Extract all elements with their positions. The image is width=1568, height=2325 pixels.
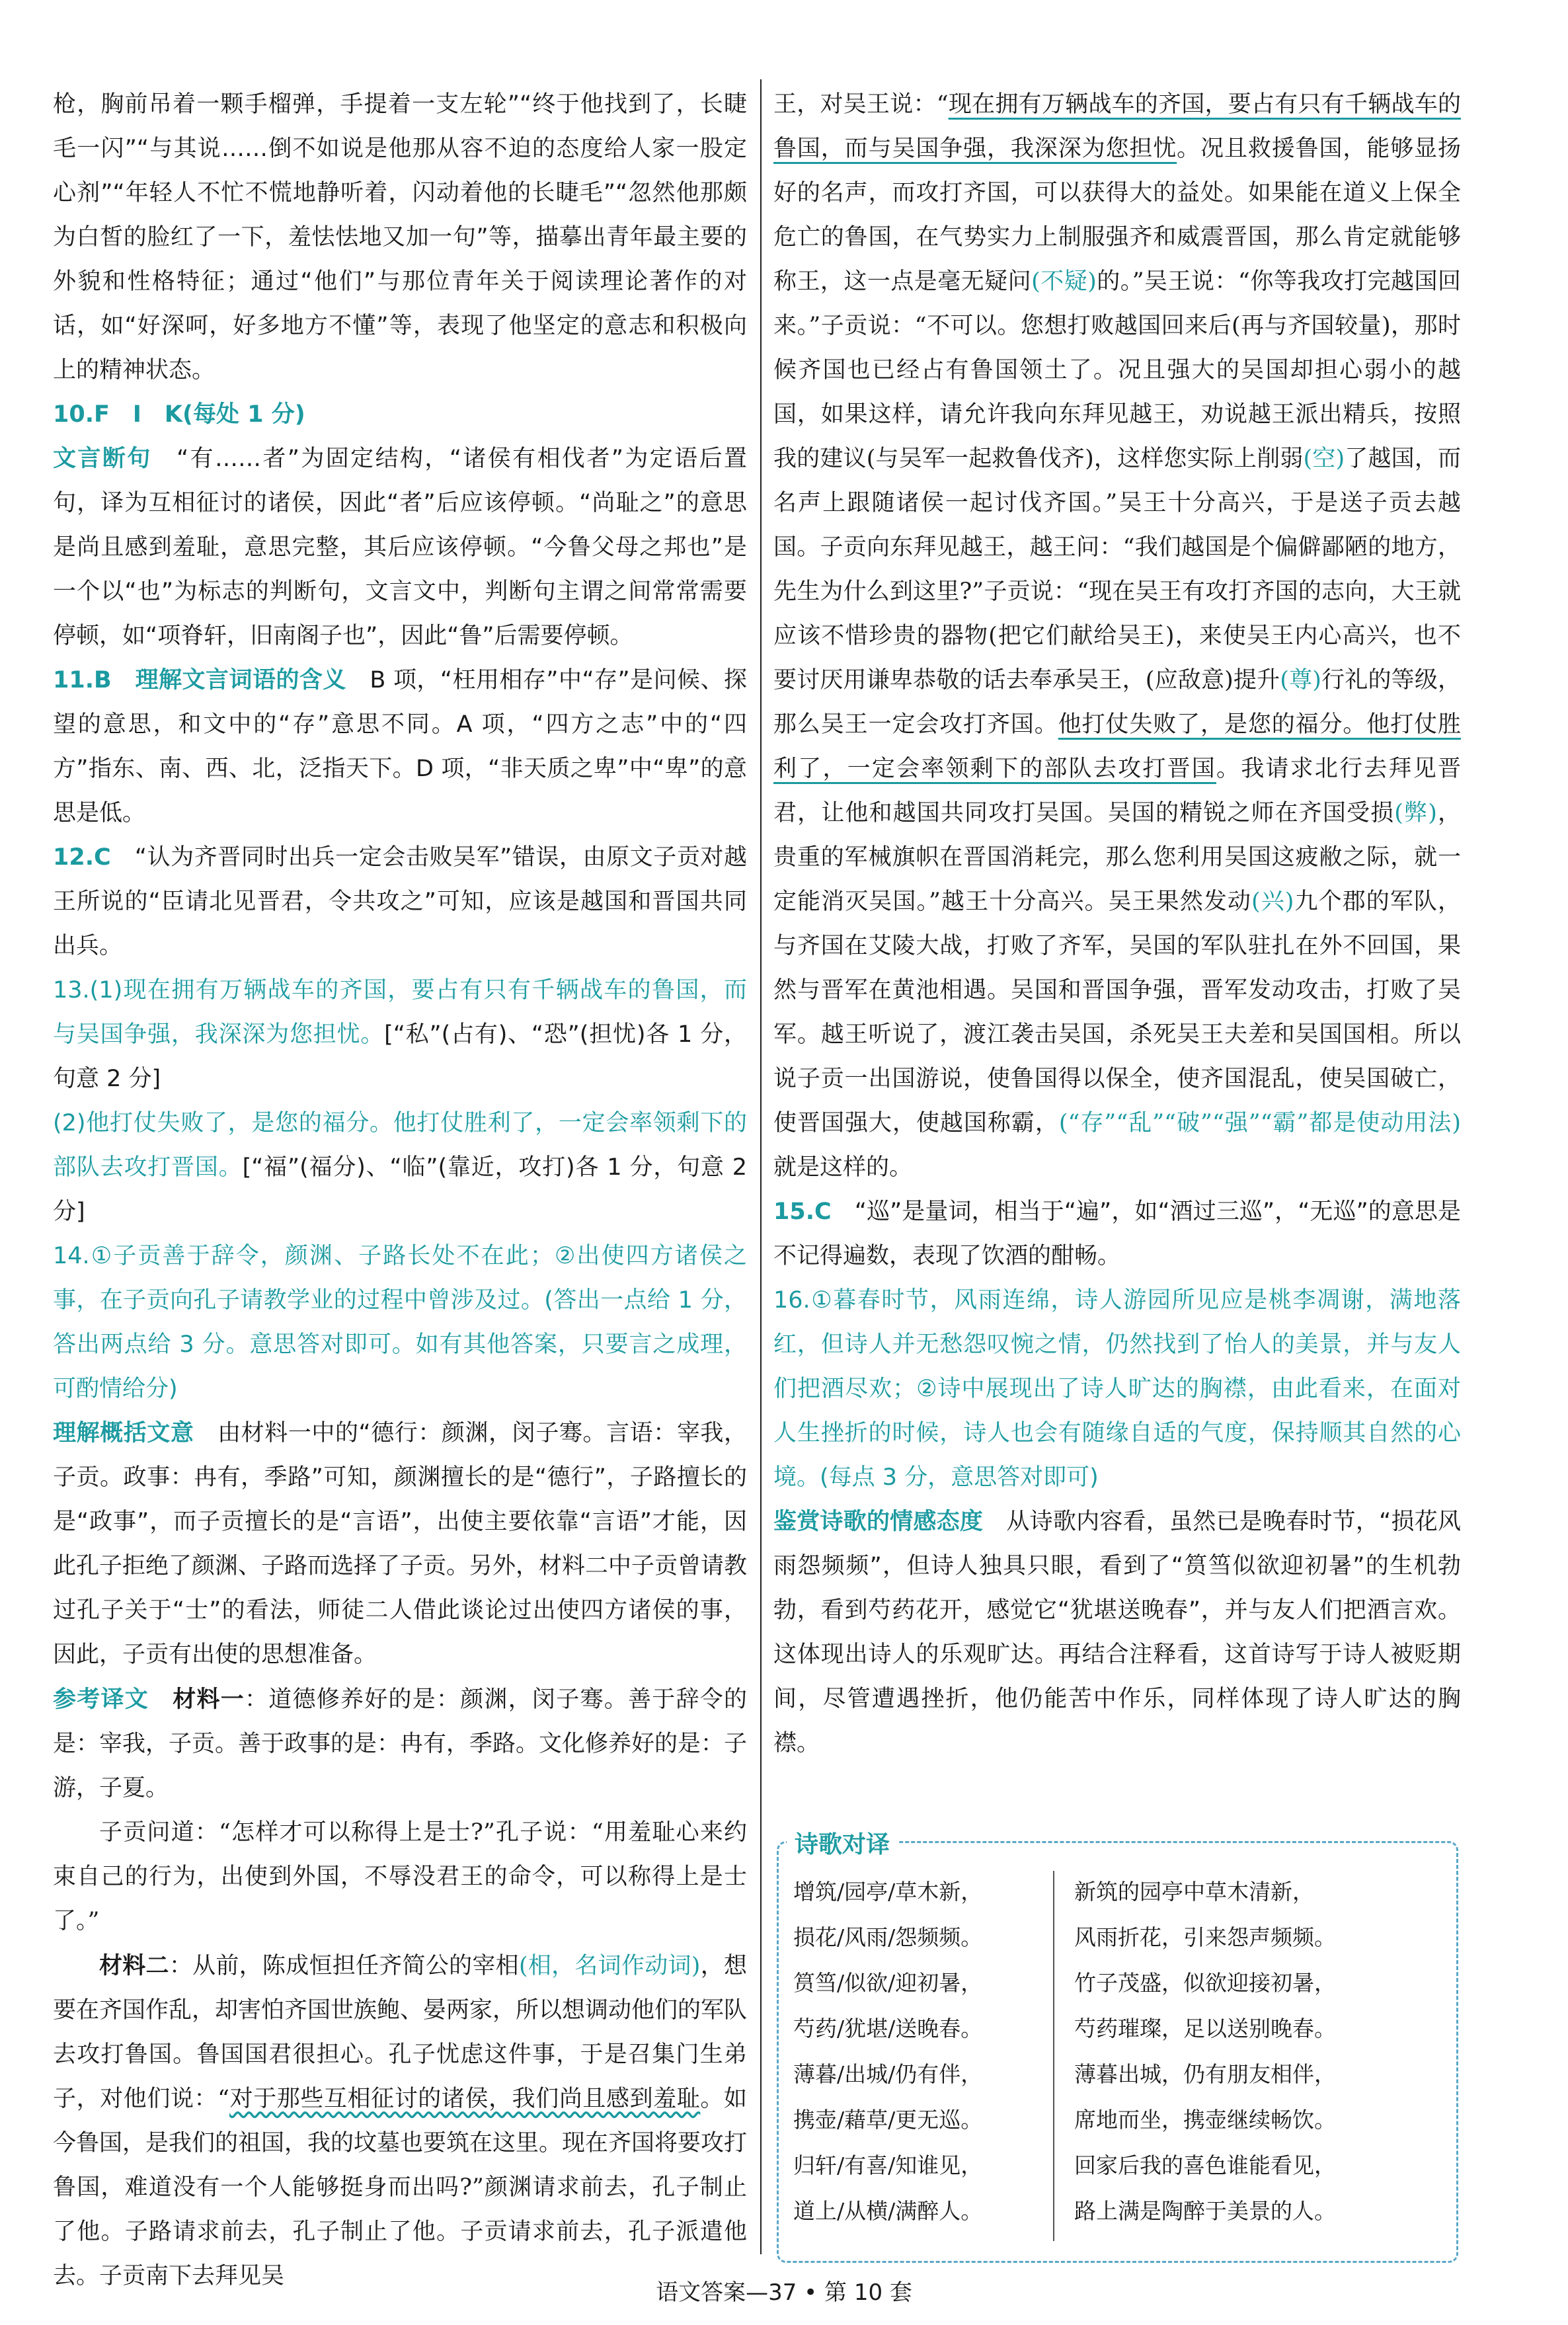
- section-label: 文言断句: [53, 446, 152, 472]
- material-label: 材料二: [99, 1952, 169, 1979]
- poem-original-line: 损花/风雨/怨频频。: [793, 1924, 983, 1950]
- text: ：道德修养好的是：颜渊，闵子骞。善于辞令的是：宰我，子贡。善于政事的是：冉有，季路。文化修养好的是：子游，子夏。: [53, 1686, 748, 1801]
- text: 。况且救援鲁国，能够显扬好的名声，而攻打齐国，可以获得大的益处。如果能在道义上保全危亡的鲁国，在气势实力上制服强齐和威震晋国，那么肯定就能够称王，这一点是毫无疑问: [773, 136, 1461, 295]
- right-column: [773, 83, 1461, 1766]
- poem-column-divider: [1053, 1871, 1054, 2241]
- q11-answer: [53, 658, 747, 836]
- text: 就是这样的。: [773, 1154, 913, 1181]
- poem-original-line: 薄暮/出城/仍有伴，: [793, 2061, 983, 2087]
- q13-part2: [53, 1101, 747, 1234]
- text: 从诗歌内容看，虽然已是晚春时节，“损花风雨怨频频”，但诗人独具只眼，看到了“筼筜似欲迎初暑”的生机勃勃，看到芍药花开，感觉它“犹堪送晚春”，并与友人们把酒言欢。这体现出诗人的乐观旷达。再结合注释看，这首诗写于诗人被贬期间，尽管遭遇挫折，他仍能苦中作乐，同样体现了诗人旷达的胸襟。: [773, 1509, 1461, 1756]
- highlighted-sentence: 对于那些互相征讨的诸侯，我们尚且感到羞耻: [229, 2086, 701, 2112]
- annotation: (兴): [1251, 888, 1294, 915]
- text: 的。”吴王说：“你等我攻打完越国回来。”子贡说：“不可以。您想打败越国回来后(再与齐国较量)，那时候齐国也已经占有鲁国领土了。况且强大的吴国却担心弱小的越国，如果这样，请允许我向东拜见越王，劝说越王派出精兵，按照我的建议(与吴军一起救鲁伐齐)，这样您实际上削弱: [773, 268, 1461, 472]
- question-label: 15.C: [773, 1199, 832, 1225]
- translation-continued: [773, 83, 1461, 1190]
- text: 。如今鲁国，是我们的祖国，我的坟墓也要筑在这里。现在齐国将要攻打鲁国，难道没有一个人能够挺身而出吗?”颜渊请求前去，孔子制止了他。子路请求前去，孔子制止了他。子贡请求前去，孔子派遣他去。子贡南下去拜见吴: [53, 2086, 748, 2289]
- text: 行礼的等级，那么吴王一定会攻打齐国。: [773, 667, 1461, 738]
- text: “认为齐晋同时出兵一定会击败吴军”错误，由原文子贡对越王所说的“臣请北见晋君，令共攻之”可知，应该是越国和晋国共同出兵。: [53, 844, 747, 959]
- question-label: 12.C: [53, 844, 111, 871]
- text: 了越国，而名声上跟随诸侯一起讨伐齐国。”吴王十分高兴，于是送子贡去越国。子贡向东拜见越王，越王问：“我们越国是个偏僻鄙陋的地方，先生为什么到这里?”子贡说：“现在吴王有攻打齐国的志向，大王就应该不惜珍贵的器物(把它们献给吴王)，来使吴王内心高兴，也不要讨厌用谦卑恭敬的话去奉承吴王，(应敌意)提升: [773, 446, 1461, 693]
- poem-original-line: 筼筜/似欲/迎初暑，: [793, 1970, 983, 1996]
- highlighted-sentence: 现在拥有万辆战车的齐国，要占有只有千辆战车的鲁国，而与吴国争强，我深深为您担忧: [773, 91, 1461, 162]
- q16-answer: 16.①暮春时节，风雨连绵，诗人游园所见应是桃李凋谢，满地落红，但诗人并无愁怨叹惋之情，仍然找到了怡人的美景，并与友人们把酒尽欢；②诗中展现出了诗人旷达的胸襟，由此看来，在面对人生挫折的时候，诗人也会有随缘自适的气度，保持顺其自然的心境。(每点 3 分，意思答对即可): [773, 1287, 1461, 1491]
- annotation: (相，名词作动词): [518, 1953, 701, 1979]
- sentence-break-analysis: [53, 437, 747, 658]
- scoring-note: [“福”(福分)、“临”(靠近，攻打)各 1 分，句意 2 分]: [53, 1154, 747, 1225]
- poem-translation-line: 芍药璀璨，足以送别晚春。: [1074, 2016, 1336, 2041]
- annotation: (“存”“乱”“破”“强”“霸”都是使动用法): [1058, 1110, 1461, 1136]
- text: “巡”是量词，相当于“遍”，如“酒过三巡”，“无巡”的意思是不记得遍数，表现了饮酒的酣畅。: [773, 1199, 1461, 1269]
- text: ，想要在齐国作乱，却害怕齐国世族鲍、晏两家，所以想调动他们的军队去攻打鲁国。鲁国国君很担心。孔子忧虑这件事，于是召集门生弟子，对他们说：“: [53, 1953, 748, 2112]
- annotation: (弊): [1394, 800, 1437, 826]
- highlighted-sentence: 他打仗失败了，是您的福分。他打仗胜利了，一定会率领剩下的部队去攻打晋国: [773, 711, 1461, 782]
- text: B 项，“枉用相存”中“存”是问候、探望的意思，和文中的“存”意思不同。A 项，“四方之志”中的“四方”指东、南、西、北，泛指天下。D 项，“非天质之卑”中“卑”的意思是低。: [53, 667, 747, 826]
- poem-translation-line: 回家后我的喜色谁能看见，: [1074, 2152, 1336, 2178]
- q10-answer: 10.F I K(每处 1 分): [53, 401, 305, 428]
- poem-translation-line: 新筑的园亭中草木清新，: [1074, 1879, 1314, 1905]
- section-label: 参考译文: [53, 1686, 149, 1713]
- text: 王，对吴王说：“: [773, 91, 949, 118]
- q15-answer: [773, 1190, 1461, 1279]
- text: “有……者”为固定结构，“诸侯有相伐者”为定语后置句，译为互相征讨的诸侯，因此“者”后应该停顿。“尚耻之”的意思是尚且感到羞耻，意思完整，其后应该停顿。“今鲁父母之邦也”是一个以“也”为标志的判断句，文言文中，判断句主谓之间常常需要停顿，如“项脊轩，旧南阁子也”，因此“鲁”后需要停顿。: [53, 446, 747, 649]
- poem-original-line: 道上/从横/满醉人。: [793, 2198, 983, 2224]
- analysis-paragraph: 枪，胸前吊着一颗手榴弹，手提着一支左轮”“终于他找到了，长睫毛一闪”“与其说……倒不如说是他那从容不迫的态度给人家一股定心剂”“年轻人不忙不慌地静听着，闪动着他的长睫毛”“忽然他那颇为白皙的脸红了一下，羞怯怯地又加一句”等，描摹出青年最主要的外貌和性格特征；通过“他们”与那位青年关于阅读理论著作的对话，如“好深呵，好多地方不懂”等，表现了他坚定的意志和积极向上的精神状态。: [53, 91, 747, 383]
- section-label: 鉴赏诗歌的情感态度: [773, 1509, 984, 1535]
- translation-paragraph: 子贡问道：“怎样才可以称得上是士?”孔子说：“用羞耻心来约束自己的行为，出使到外国，不辱没君王的命令，可以称得上是士了。”: [53, 1819, 747, 1934]
- page-footer: 语文答案—37 • 第 10 套: [656, 2279, 912, 2306]
- poem-original-line: 归轩/有喜/知谁见，: [793, 2152, 983, 2178]
- text: (2)他打仗失败了，是您的福分。他打仗胜利了，一定会率领剩下的部队去攻打晋国。: [53, 1110, 747, 1181]
- annotation: (尊): [1280, 667, 1321, 693]
- poem-translation-line: 风雨折花，引来怨声频频。: [1074, 1924, 1336, 1950]
- translation-material-1: [53, 1677, 747, 1811]
- poem-original-line: 芍药/犹堪/送晚春。: [793, 2016, 983, 2041]
- annotation: (空): [1303, 446, 1345, 472]
- text: 由材料一中的“德行：颜渊，闵子骞。言语：宰我，子贡。政事：冉有，季路”可知，颜渊擅长的是“德行”，子路擅长的是“政事”，而子贡擅长的是“言语”，出使主要依靠“言语”才能，因此孔子拒绝了颜渊、子路而选择了子贡。另外，材料二中子贡曾请教过孔子关于“士”的看法，师徒二人借此谈论过出使四方诸侯的事，因此，子贡有出使的思想准备。: [53, 1420, 748, 1668]
- text: 。我请求北行去拜见晋君，让他和越国共同攻打吴国。吴国的精锐之师在齐国受损: [773, 756, 1461, 826]
- comprehension-analysis: [53, 1411, 747, 1677]
- poem-translation-line: 席地而坐，携壶继续畅饮。: [1074, 2107, 1336, 2133]
- poem-translation-line: 路上满是陶醉于美景的人。: [1074, 2198, 1336, 2224]
- poem-box-title: 诗歌对译: [787, 1826, 898, 1860]
- poem-translation-line: 竹子茂盛，似欲迎接初暑，: [1074, 1970, 1336, 1996]
- column-divider: [760, 79, 762, 2254]
- poem-original-line: 携壶/藉草/更无巡。: [793, 2107, 983, 2133]
- q14-answer: 14.①子贡善于辞令，颜渊、子路长处不在此；②出使四方诸侯之事，在子贡向孔子请教学业的过程中曾涉及过。(答出一点给 1 分，答出两点给 3 分。意思答对即可。如有其他答案，只要言之成理，可酌情给分): [53, 1243, 747, 1402]
- left-column: [53, 83, 747, 2299]
- annotation: (不疑): [1031, 268, 1097, 295]
- poem-original-line: 增筑/园亭/草木新，: [793, 1879, 983, 1905]
- question-label: 11.B 理解文言词语的含义: [53, 667, 346, 693]
- q13-part1: [53, 968, 747, 1101]
- q12-answer: [53, 836, 747, 968]
- translation-material-2: [53, 1944, 747, 2299]
- section-label: 理解概括文意: [53, 1420, 194, 1446]
- material-label: 材料一: [173, 1686, 245, 1713]
- text: 九个郡的军队，与齐国在艾陵大战，打败了齐军，吴国的军队驻扎在外不回国，果然与晋军在黄池相遇。吴国和晋国争强，晋军发动攻击，打败了吴军。越王听说了，渡江袭击吴国，杀死吴王夫差和吴国国相。所以说子贡一出国游说，使鲁国得以保全，使齐国混乱，使吴国破亡，使晋国强大，使越国称霸，: [773, 888, 1461, 1136]
- poem-translation-line: 薄暮出城，仍有朋友相伴，: [1074, 2061, 1336, 2087]
- text: 13.(1)现在拥有万辆战车的齐国，要占有只有千辆战车的鲁国，而与吴国争强，我深深为您担忧。: [53, 977, 747, 1048]
- text: ：从前，陈成恒担任齐简公的宰相: [169, 1953, 519, 1979]
- text: ，贵重的军械旗帜在晋国消耗完，那么您利用吴国这疲敝之际，就一定能消灭吴国。”越王十分高兴。吴王果然发动: [773, 800, 1461, 915]
- poem-appreciation: [773, 1500, 1461, 1766]
- scoring-note: [“私”(占有)、“恐”(担忧)各 1 分，句意 2 分]: [53, 1021, 747, 1092]
